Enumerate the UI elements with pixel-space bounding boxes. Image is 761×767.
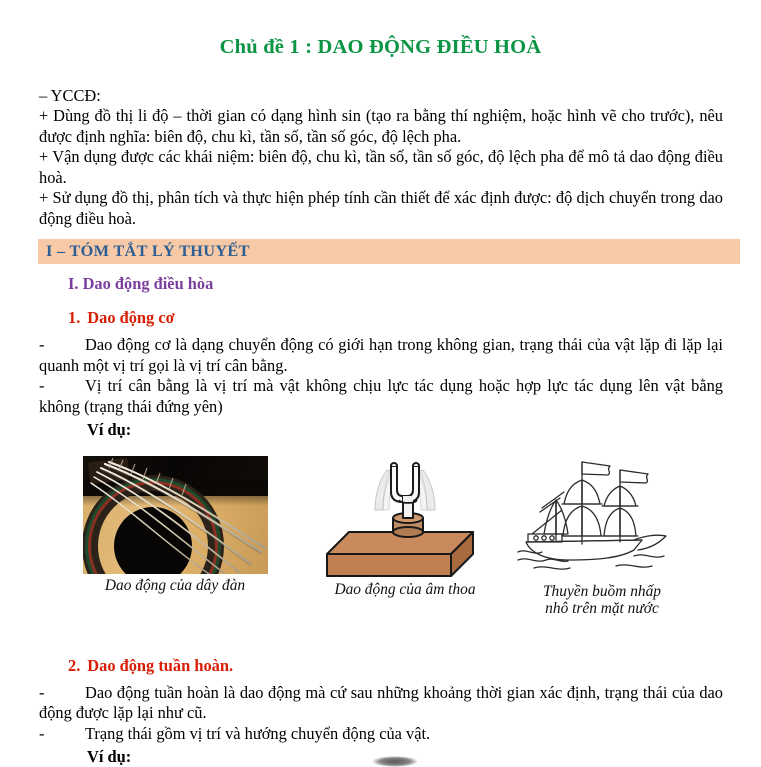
heading-sub-2-number: 2. [68, 655, 81, 675]
heading-sub-1 [20, 308, 741, 328]
page-title: Chủ đề 1 : DAO ĐỘNG ĐIỀU HOÀ [219, 36, 542, 58]
sub2-example-label: Ví dụ: [87, 746, 132, 766]
figure-guitar [75, 456, 275, 595]
tuning-fork-illustration [313, 458, 498, 578]
heading-sub-1-title: Dao động cơ [87, 307, 175, 327]
guitar-photo [83, 456, 268, 574]
sub2-bullet-1-text: Dao động tuần hoàn là dao động mà cứ sau những khoảng thời gian xác định, trạng thái của dao động được lặp lại như cũ. [39, 682, 723, 723]
guitar-strings [83, 456, 268, 574]
figure-tuning-fork [305, 458, 505, 599]
sub2-bullet-2 [39, 724, 723, 745]
objective-item-1: + Dùng đồ thị li độ – thời gian có dạng hình sin (tạo ra bằng thí nghiệm, hoặc hình vẽ cho trước), nêu được định nghĩa: biên độ, chu kì, tần số, tần số góc, độ lệch pha. [39, 106, 723, 146]
sailboat-illustration [516, 448, 688, 580]
sub1-bullet-1-text: Dao động cơ là dạng chuyển động có giới hạn trong không gian, trạng thái của vật lặp đi lặp lại quanh một vị trí gọi là vị trí cân bằng. [39, 334, 723, 375]
heading-sub-2 [20, 656, 741, 676]
section-header-label: I – TÓM TẮT LÝ THUYẾT [46, 240, 250, 260]
bullet-dash: - [39, 682, 45, 702]
sailboat-caption-line-1: Thuyền buồm nhấp [543, 582, 661, 600]
guitar-caption: Dao động của dây đàn [104, 576, 246, 594]
heading-dao-dong-dieu-hoa: I. Dao động điều hòa [68, 273, 214, 293]
tuning-fork-caption: Dao động của âm thoa [334, 580, 476, 598]
objective-item-3: + Sử dụng đồ thị, phân tích và thực hiện phép tính cần thiết để xác định được: độ dịch chuyển trong dao động điều hoà. [39, 188, 723, 229]
objectives-label: – YCCĐ: [39, 85, 101, 105]
sailboat-caption [502, 583, 702, 618]
examples-figure-row [20, 456, 741, 638]
sub1-bullet-1 [39, 335, 723, 376]
bullet-dash: - [39, 376, 45, 396]
sub2-bullet-1 [39, 683, 723, 724]
sub2-body [20, 683, 741, 767]
heading-sub-2-title: Dao động tuần hoàn. [87, 655, 234, 675]
figure-sailboat [502, 448, 702, 618]
heading-sub-1-number: 1. [68, 307, 81, 327]
sub1-bullet-2 [39, 376, 723, 417]
sub1-body [20, 335, 741, 440]
section-header-bar [38, 239, 740, 264]
sub1-example-label: Ví dụ: [87, 419, 132, 439]
bullet-dash: - [39, 334, 45, 354]
sub2-bullet-2-text: Trạng thái gồm vị trí và hướng chuyển động của vật. [85, 724, 431, 743]
next-figure-partial [372, 756, 418, 767]
bullet-dash: - [39, 724, 45, 743]
sailboat-caption-line-2: nhô trên mặt nước [545, 600, 659, 618]
objectives-block [20, 86, 741, 230]
objective-item-2: + Vận dụng được các khái niệm: biên độ, chu kì, tần số, tần số góc, độ lệch pha để mô tả dao động điều hoà. [39, 147, 723, 187]
sub1-bullet-2-text: Vị trí cân bằng là vị trí mà vật không chịu lực tác dụng hoặc hợp lực tác dụng lên vật bằng không (trạng thái đứng yên) [39, 376, 723, 416]
